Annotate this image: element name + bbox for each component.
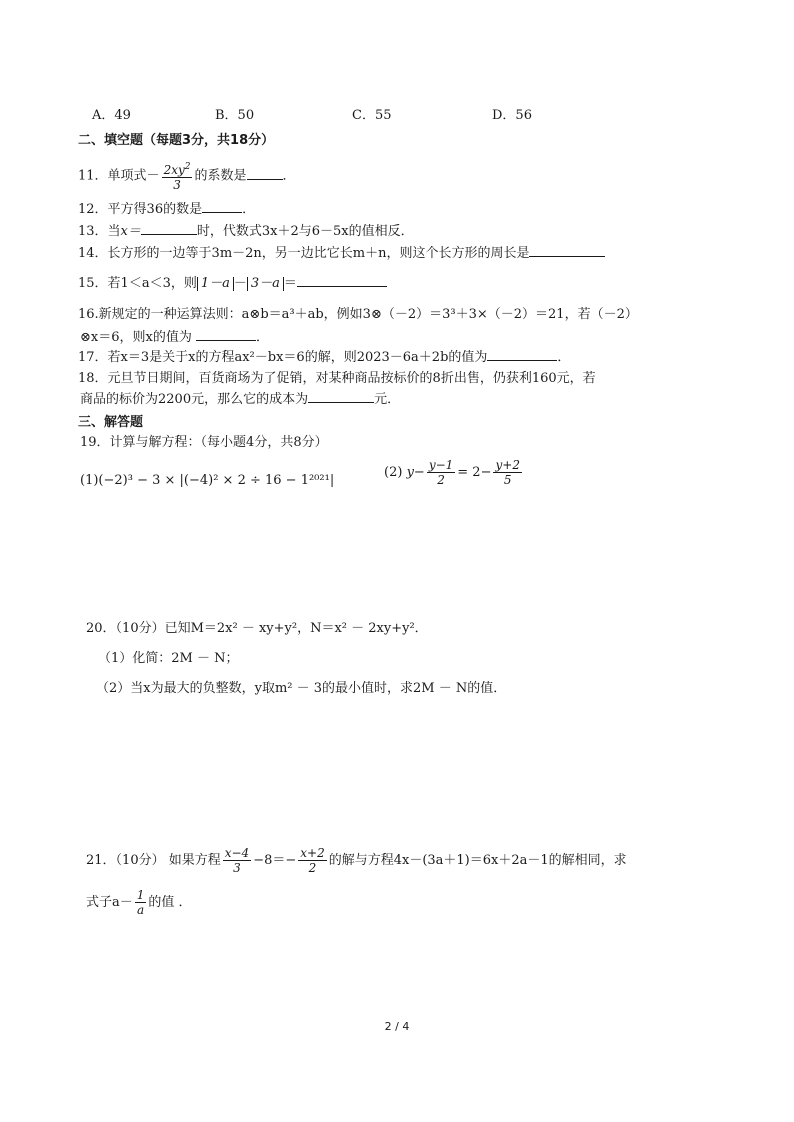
q18-line1: 18．元旦节日期间，百货商场为了促销，对某种商品按标价的8折出售，仍获利160元，若 xyxy=(78,371,596,386)
q11-post: 的系数是 xyxy=(194,168,247,184)
q15-pre: 15．若1＜a＜3，则 xyxy=(78,276,197,291)
q19-part2-label: (2) xyxy=(384,465,403,480)
q19-f2-num: y+2 xyxy=(495,458,520,472)
q19-f1-den: 2 xyxy=(437,473,445,487)
q15-abs2: 3－a xyxy=(247,277,284,291)
q19-part2-pre: y− xyxy=(406,465,425,480)
q21-f1-den: 3 xyxy=(233,861,241,875)
q12-blank[interactable] xyxy=(202,200,242,213)
q11-den: 3 xyxy=(173,178,181,192)
section2-title: 二、填空题（每题3分，共18分） xyxy=(78,133,275,148)
q16-line1: 16.新规定的一种运算法则：a⊗b＝a³＋ab，例如3⊗（－2）＝3³＋3×（－2）＝21，若（－2） xyxy=(78,307,638,322)
q21-fraction1 xyxy=(223,846,251,875)
q21-line1 xyxy=(86,846,627,876)
choice-d: D．56 xyxy=(492,108,532,123)
q21-mid1: −8＝− xyxy=(253,853,297,868)
q19-part1: (1)(−2)³ − 3 × |(−4)² × 2 ÷ 16 − 1²⁰²¹| xyxy=(80,473,335,488)
q21-fraction3 xyxy=(135,888,147,917)
q19-f2-den: 5 xyxy=(503,473,512,487)
q15 xyxy=(78,274,387,293)
q19-title: 19．计算与解方程：（每小题4分，共8分） xyxy=(80,435,328,450)
q11-num: 2xy xyxy=(163,163,185,177)
q13-pre: 13．当 xyxy=(78,224,121,239)
q21-f2-den: 2 xyxy=(308,861,317,875)
q17-text: 17．若x＝3是关于x的方程ax²－bx＝6的解，则2023－6a＋2b的值为 xyxy=(78,350,488,365)
q21-f1-num: x−4 xyxy=(224,846,250,860)
choice-a: A．49 xyxy=(92,108,131,123)
q11-pre: 11．单项式 xyxy=(78,168,147,184)
q21-pre: 21．（10分） 如果方程 xyxy=(86,853,221,868)
section3-title: 三、解答题 xyxy=(78,415,144,430)
q13 xyxy=(78,222,414,241)
q21-f3-den: a xyxy=(137,903,145,917)
q11: 11．单项式－ $\frac{2xy^2}{3}$ 的系数是 ． xyxy=(78,162,296,192)
q13-var: x＝ xyxy=(120,224,141,239)
q14-text: 14．长方形的一边等于3m－2n，另一边比它长m＋n，则这个长方形的周长是 xyxy=(78,246,530,261)
q14 xyxy=(78,244,605,263)
q19-fraction1 xyxy=(427,458,455,487)
q18-unit: 元． xyxy=(374,392,401,407)
q12: 12．平方得36的数是 ． xyxy=(78,202,256,217)
q16-line2: ⊗x＝6，则x的值为 ． xyxy=(80,330,269,345)
q15-blank[interactable] xyxy=(297,274,387,287)
q19-part2 xyxy=(384,458,524,488)
q16-line2-text: ⊗x＝6，则x的值为 xyxy=(80,330,192,345)
q17: 17．若x＝3是关于x的方程ax²－bx＝6的解，则2023－6a＋2b的值为 ． xyxy=(78,350,571,365)
q15-eq: ＝ xyxy=(283,276,297,291)
q13-post: 时，代数式3x＋2与6－5x的值相反． xyxy=(196,224,414,239)
choice-c: C．55 xyxy=(352,108,392,123)
q21-line2 xyxy=(86,888,192,918)
q15-abs1: 1－a xyxy=(197,277,234,291)
q21-f2-num: x+2 xyxy=(300,846,325,860)
q14-blank[interactable] xyxy=(529,244,605,257)
q13-blank[interactable] xyxy=(141,222,197,235)
q19-fraction2 xyxy=(493,458,521,487)
q11-blank[interactable] xyxy=(247,167,283,180)
q19-f1-num: y−1 xyxy=(428,458,454,472)
q15-mid: － xyxy=(233,276,247,291)
q20-part1: （1）化简：2M － N； xyxy=(98,651,239,666)
q18-line2 xyxy=(80,390,400,409)
page-number: 2 / 4 xyxy=(384,1020,410,1033)
q20-title: 20．（10分）已知M＝2x² － xy+y²，N＝x² － 2xy+y²． xyxy=(86,621,428,636)
q21-line2-post: 的值 ． xyxy=(148,895,192,910)
q21-fraction2 xyxy=(298,846,326,875)
q12-text: 12．平方得36的数是 xyxy=(78,202,203,217)
q20-part2: （2）当x为最大的负整数，y取m² － 3的最小值时，求2M － N的值． xyxy=(96,681,507,696)
q18-line2-text: 商品的标价为2200元，那么它的成本为 xyxy=(80,392,309,407)
q11-fraction: $\frac{2xy^2}{3}$ xyxy=(163,162,191,192)
q16-blank[interactable] xyxy=(196,328,256,341)
q21-f3-num: 1 xyxy=(136,888,145,902)
q19-part2-mid: = 2− xyxy=(457,465,492,480)
q21-post: 的解与方程4x－(3a＋1)＝6x＋2a－1的解相同，求 xyxy=(328,853,627,868)
choice-b: B．50 xyxy=(215,108,255,123)
q18-blank[interactable] xyxy=(308,390,374,403)
q17-blank[interactable] xyxy=(487,348,557,361)
q21-line2-pre: 式子a－ xyxy=(86,895,133,910)
